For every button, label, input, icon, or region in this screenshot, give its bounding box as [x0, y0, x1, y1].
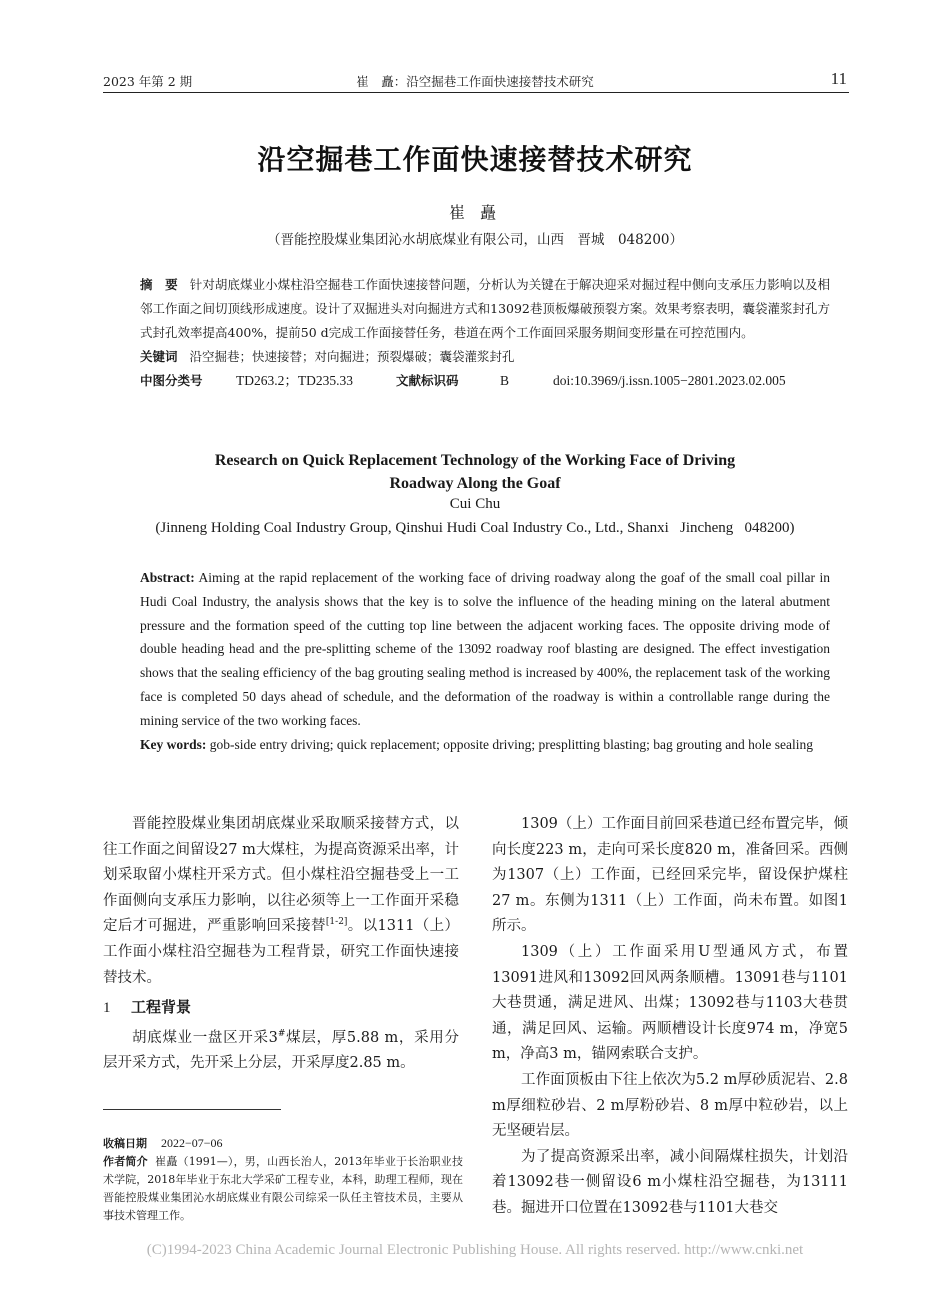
intro-text-b: 。以1311（上）工作面小煤柱沿空掘巷为工程背景，研究工作面快速接替技术。 — [103, 918, 460, 986]
paper-title-en — [0, 449, 950, 495]
keywords-cn-row — [140, 345, 830, 369]
keywords-en-label: Key words: — [140, 736, 207, 752]
section-number: 1 — [103, 1000, 111, 1017]
body-paragraph-2: 1309（上）工作面采用U型通风方式，布置13091进风和13092回风两条顺槽。13091巷与1101大巷贯通，满足进风、出煤；13092巷与1103大巷贯通，满足回风、运输。两顺槽设计长度974 m，净宽5 m，净高3 m，锚网索联合支护。 — [492, 943, 848, 1063]
abstract-cn-text: 针对胡底煤业小煤柱沿空掘巷工作面快速接替问题，分析认为关键在于解决迎采对掘过程中侧向支承压力影响以及相邻工作面之间切顶线形成速度。设计了双掘进头对向掘进方式和13092巷顶板爆破预裂方案。效果考察表明，囊袋灌浆封孔方式封孔效率提高400%，提前50 d完成工作面接替任务，巷道在两个工作面回采服务期间变形量在可控范围内。 — [140, 277, 830, 340]
section-heading-1 — [103, 995, 459, 1022]
clc-label: 中图分类号 — [140, 373, 203, 388]
paper-title-en-line2: Roadway Along the Goaf — [389, 475, 561, 492]
affiliation-cn: （晋能控股煤业集团沁水胡底煤业有限公司，山西 晋城 048200） — [266, 232, 684, 248]
intro-text-a: 晋能控股煤业集团胡底煤业采取顺采接替方式，以往工作面之间留设27 m大煤柱，为提高资源采出率，计划采取留小煤柱开采方式。但小煤柱沿空掘巷受上一工作面侧向支承压力影响，以往必须等上一工作面开采稳定后才可掘进，严重影响回采接替 — [103, 816, 459, 935]
keywords-cn: 沿空掘巷；快速接替；对向掘进；预裂爆破；囊袋灌浆封孔 — [189, 349, 515, 364]
citation-1-2: [1-2] — [325, 917, 348, 928]
keywords-cn-label: 关键词 — [140, 349, 178, 364]
paper-title-cn: 沿空掘巷工作面快速接替技术研究 — [257, 143, 693, 176]
abstract-cn-label: 摘 要 — [140, 277, 178, 292]
header-running-title: 崔 矗：沿空掘巷工作面快速接替技术研究 — [356, 74, 594, 89]
background-text-a: 胡底煤业一盘区开采3 — [132, 1029, 278, 1046]
keywords-en-row — [140, 733, 830, 757]
doc-code-label: 文献标识码 — [396, 373, 459, 388]
section-title: 工程背景 — [131, 998, 192, 1017]
doc-code: B — [500, 373, 510, 388]
header-page-number: 11 — [830, 69, 847, 88]
paper-title-en-line1: Research on Quick Replacement Technology of the Working Face of Driving — [214, 452, 736, 469]
author-bio-row — [103, 1153, 463, 1225]
footnote — [103, 1134, 463, 1225]
abstract-en-paragraph — [140, 566, 830, 733]
background-paragraph — [103, 1026, 459, 1077]
footnote-rule — [103, 1109, 281, 1110]
intro-paragraph — [103, 812, 459, 991]
header-issue: 2023 年第 2 期 — [103, 74, 193, 89]
received-label: 收稿日期 — [103, 1137, 147, 1150]
doi: doi:10.3969/j.issn.1005−2801.2023.02.005 — [553, 373, 786, 388]
clc-code: TD263.2；TD235.33 — [236, 373, 353, 388]
cnki-watermark: (C)1994-2023 China Academic Journal Electronic Publishing House. All rights reserved. http://www.cnki.net — [146, 1242, 804, 1258]
abstract-en — [140, 566, 830, 756]
body-paragraph-1: 1309（上）工作面目前回采巷道已经布置完毕，倾向长度223 m，走向可采长度820 m，准备回采。西侧为1307（上）工作面，已经回采完毕，留设保护煤柱27 m。东侧为1311（上）工作面，尚未布置。如图1所示。 — [492, 816, 848, 935]
affiliation-en: (Jinneng Holding Coal Industry Group, Qinshui Hudi Coal Industry Co., Ltd., Shanxi Jincheng 048200) — [155, 520, 795, 536]
abstract-cn — [140, 273, 830, 393]
classification-row — [140, 369, 830, 393]
body-paragraph-4: 为了提高资源采出率，减小间隔煤柱损失，计划沿着13092巷一侧留设6 m小煤柱沿空掘巷，为13111巷。掘进开口位置在13092巷与1101大巷交 — [492, 1148, 848, 1216]
keywords-en: gob-side entry driving; quick replacement; opposite driving; presplitting blasting; bag grouting and hole sealing — [209, 736, 814, 752]
author-bio-label: 作者简介 — [103, 1155, 148, 1168]
received-date: 2022−07−06 — [161, 1136, 223, 1150]
body-column-right — [492, 812, 848, 1222]
abstract-en-label: Abstract: — [140, 570, 195, 585]
background-text-b: 煤层，厚5.88 m，采用分层开采方式，先开采上分层，开采厚度2.85 m。 — [103, 1029, 459, 1072]
author-cn: 崔 矗 — [448, 203, 502, 222]
body-column-left — [103, 812, 459, 1077]
author-bio: 崔矗（1991—），男，山西长治人，2013年毕业于长治职业技术学院，2018年毕业于东北大学采矿工程专业，本科，助理工程师，现在晋能控股煤业集团沁水胡底煤业有限公司综采一队任主管技术员，主要从事技术管理工作。 — [103, 1155, 463, 1222]
author-en: Cui Chu — [449, 496, 501, 512]
seam-superscript: # — [277, 1028, 286, 1039]
body-paragraph-3: 工作面顶板由下往上依次为5.2 m厚砂质泥岩、2.8 m厚细粒砂岩、2 m厚粉砂岩、8 m厚中粒砂岩，以上无坚硬岩层。 — [492, 1071, 848, 1140]
abstract-cn-paragraph — [140, 273, 830, 345]
header-rule — [103, 92, 849, 93]
abstract-en-text: Aiming at the rapid replacement of the working face of driving roadway along the goaf of the small coal pillar in Hudi Coal Industry, the analysis shows that the key is to solve the influence of the heading mining on the lateral abutment pressure and the formation speed of the cutting top line between the adjacent working faces. The opposite driving mode of double heading head and the pre-splitting scheme of the 13092 roadway roof blasting are designed. The effect investigation shows that the sealing efficiency of the bag grouting sealing method is increased by 400%, the replacement task of the working face is completed 50 days ahead of schedule, and the deformation of the roadway is within a controllable range during the mining service of the two working faces. — [140, 570, 830, 728]
received-row — [103, 1134, 463, 1153]
